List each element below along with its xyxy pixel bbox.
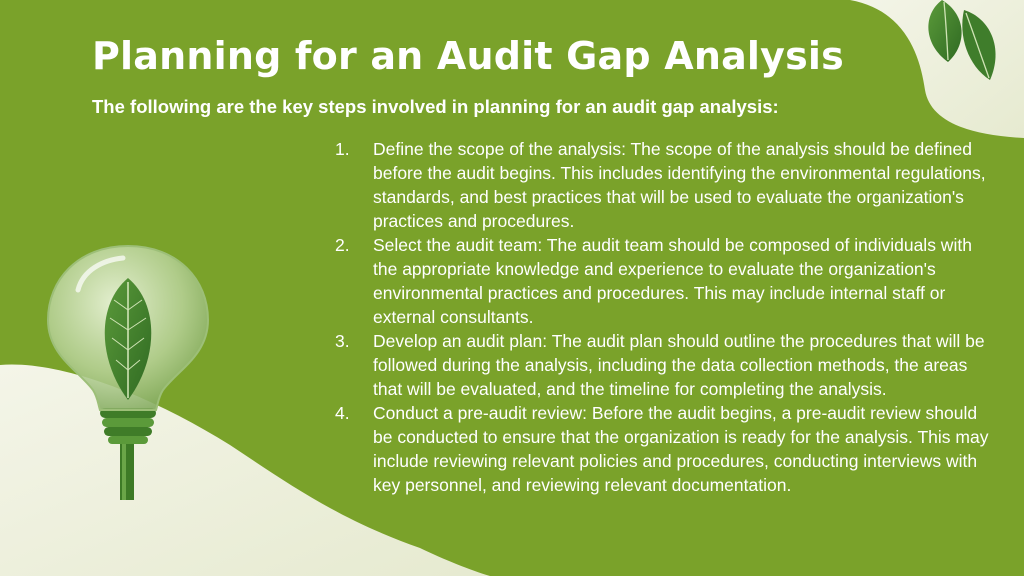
slide-title: Planning for an Audit Gap Analysis [92, 34, 844, 78]
leaf-icon [962, 10, 995, 80]
list-item [335, 137, 995, 233]
step-text: Select the audit team: The audit team should be composed of individuals with the appropriate knowledge and experience to evaluate the organization's environmental practices and procedures. This may include internal staff or external consultants. [373, 235, 972, 327]
step-text: Define the scope of the analysis: The scope of the analysis should be defined before the audit begins. This includes identifying the environmental regulations, standards, and best practices that will be used to evaluate the organization's practices and procedures. [373, 139, 986, 231]
list-item [335, 233, 995, 329]
list-item [335, 401, 995, 497]
corner-leaves-decoration [912, 0, 1012, 92]
step-number: 3. [335, 331, 350, 351]
lightbulb-leaf-illustration [38, 240, 218, 500]
step-text: Develop an audit plan: The audit plan should outline the procedures that will be followed during the analysis, including the data collection methods, the areas that will be evaluated, and the timeline for completing the analysis. [373, 331, 985, 399]
leaf-icon [928, 0, 961, 62]
bulb-base [100, 408, 156, 444]
steps-list [335, 137, 995, 497]
slide-subtitle: The following are the key steps involved in planning for an audit gap analysis: [92, 96, 779, 117]
step-number: 2. [335, 235, 350, 255]
step-number: 4. [335, 403, 350, 423]
step-text: Conduct a pre-audit review: Before the audit begins, a pre-audit review should be conducted to ensure that the organization is ready for the analysis. This may include reviewing relevant policies and procedures, conducting interviews with key personnel, and reviewing relevant documentation. [373, 403, 989, 495]
step-number: 1. [335, 139, 350, 159]
list-item [335, 329, 995, 401]
